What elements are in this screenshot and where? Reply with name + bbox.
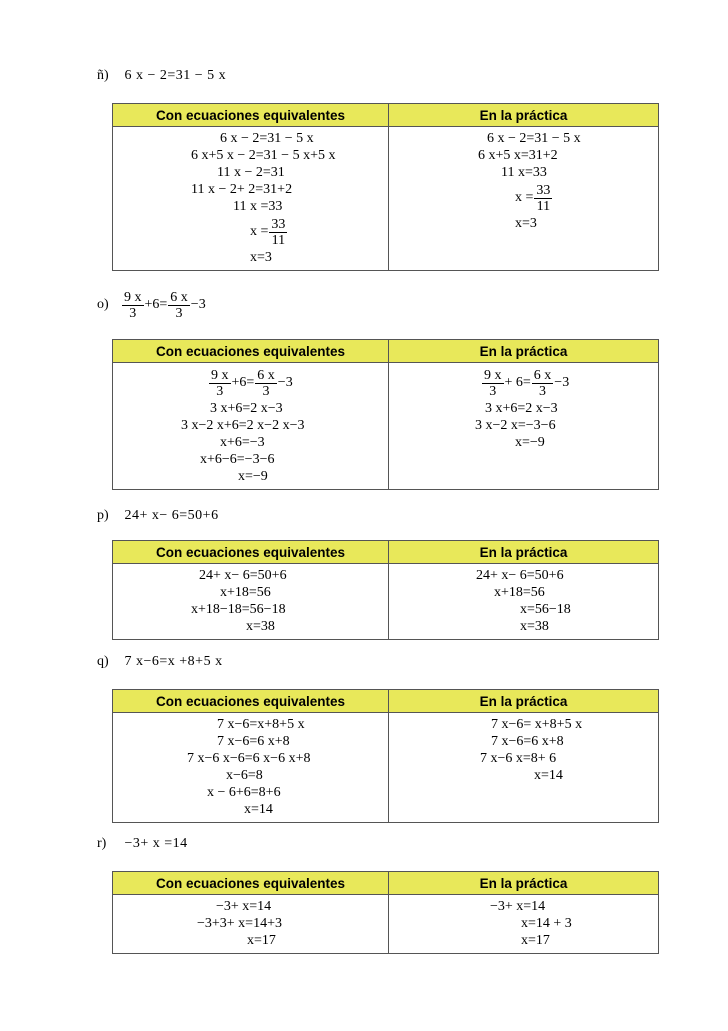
operator: +6= [144, 297, 168, 312]
problem-p-statement [97, 508, 219, 524]
header-equivalentes: Con ecuaciones equivalentes [113, 541, 389, 564]
steps-practica [389, 564, 659, 640]
step: −3+ x=14 [490, 899, 546, 914]
problem-equation: 7 x−6=x +8+5 x [124, 654, 223, 669]
numerator: 6 x [170, 289, 188, 305]
step: x=38 [520, 619, 549, 634]
operator: −3 [190, 297, 206, 312]
problem-label: o) [97, 297, 109, 312]
denominator: 3 [175, 305, 183, 321]
header-practica: En la práctica [389, 104, 659, 127]
numerator: 9 x [484, 367, 502, 383]
steps-equivalentes [113, 564, 389, 640]
step: +6= [231, 375, 255, 390]
solution-table-r [112, 871, 659, 954]
header-equivalentes: Con ecuaciones equivalentes [113, 872, 389, 895]
step: x = [515, 190, 534, 205]
numerator: 9 x [124, 289, 142, 305]
step: 11 x =33 [233, 199, 283, 214]
step: −3+3+ x=14+3 [197, 916, 282, 931]
header-equivalentes: Con ecuaciones equivalentes [113, 104, 389, 127]
header-practica: En la práctica [389, 690, 659, 713]
step: x=17 [247, 933, 276, 948]
step: 3 x−2 x=−3−6 [475, 418, 556, 433]
fraction [122, 290, 144, 321]
step: x=3 [515, 216, 537, 231]
solution-table-o [112, 339, 659, 490]
denominator: 3 [216, 383, 224, 399]
problem-q-statement [97, 654, 223, 670]
steps-equivalentes [113, 895, 389, 954]
step: x − 6+6=8+6 [207, 785, 281, 800]
step: 11 x − 2+ 2=31+2 [191, 182, 293, 197]
fraction [269, 217, 287, 248]
step: x=38 [246, 619, 275, 634]
numerator: 6 x [533, 367, 552, 383]
steps-practica [389, 895, 659, 954]
steps-equivalentes [113, 363, 389, 490]
header-practica: En la práctica [389, 541, 659, 564]
steps-practica [389, 127, 659, 271]
problem-label: ñ) [97, 68, 109, 83]
step: x = [250, 224, 269, 239]
step: 7 x−6=6 x+8 [217, 734, 290, 749]
step: 3 x−2 x+6=2 x−2 x−3 [181, 418, 305, 433]
fraction [532, 368, 554, 399]
step: 24+ x− 6=50+6 [199, 568, 287, 583]
step: x=14 [244, 802, 273, 817]
step: 6 x − 2=31 − 5 x [220, 131, 314, 146]
step: −3+ x=14 [216, 899, 272, 914]
step: x=14 + 3 [521, 916, 572, 931]
header-practica: En la práctica [389, 340, 659, 363]
step: −3 [554, 375, 570, 390]
step: 7 x−6 x−6=6 x−6 x+8 [187, 751, 311, 766]
step: 11 x − 2=31 [217, 165, 285, 180]
step: 6 x − 2=31 − 5 x [487, 131, 581, 146]
step: x+18=56 [220, 585, 271, 600]
denominator: 3 [539, 383, 547, 399]
denominator: 3 [129, 305, 137, 321]
step: 6 x+5 x=31+2 [478, 148, 558, 163]
problem-o-statement [97, 287, 206, 323]
problem-label: q) [97, 654, 109, 669]
problem-n-statement [97, 68, 226, 84]
numerator: 33 [271, 216, 286, 232]
step: −3 [277, 375, 293, 390]
step: 7 x−6= x+8+5 x [491, 717, 583, 732]
step: x=−9 [515, 435, 545, 450]
fraction [482, 368, 504, 399]
denominator: 3 [262, 383, 270, 399]
header-equivalentes: Con ecuaciones equivalentes [113, 690, 389, 713]
fraction [168, 290, 190, 321]
problem-label: r) [97, 836, 107, 851]
step: 24+ x− 6=50+6 [476, 568, 564, 583]
step: x=17 [521, 933, 550, 948]
step: x=−9 [238, 469, 268, 484]
steps-practica [389, 713, 659, 823]
denominator: 3 [489, 383, 497, 399]
steps-practica [389, 363, 659, 490]
step: 7 x−6=x+8+5 x [217, 717, 305, 732]
step: 3 x+6=2 x−3 [210, 401, 283, 416]
step: x+18=56 [494, 585, 545, 600]
problem-r-statement [97, 836, 188, 852]
step: 7 x−6 x=8+ 6 [480, 751, 557, 766]
numerator: 6 x [257, 367, 275, 383]
step: x+6=−3 [220, 435, 265, 450]
step: x=56−18 [520, 602, 571, 617]
step: 3 x+6=2 x−3 [485, 401, 558, 416]
numerator: 9 x [211, 367, 229, 383]
problem-equation: 24+ x− 6=50+6 [124, 508, 219, 523]
step: 7 x−6=6 x+8 [491, 734, 564, 749]
header-practica: En la práctica [389, 872, 659, 895]
step: 11 x=33 [501, 165, 547, 180]
solution-table-p [112, 540, 659, 640]
denominator: 11 [536, 198, 551, 214]
step: 6 x+5 x − 2=31 − 5 x+5 x [191, 148, 336, 163]
steps-equivalentes [113, 127, 389, 271]
fraction [255, 368, 277, 399]
step: x+6−6=−3−6 [200, 452, 275, 467]
denominator: 11 [271, 232, 286, 248]
step: x=14 [534, 768, 563, 783]
step: x=3 [250, 250, 272, 265]
fraction [534, 183, 552, 214]
step: + 6= [504, 375, 531, 390]
step: x−6=8 [226, 768, 263, 783]
fraction [209, 368, 231, 399]
solution-table-q [112, 689, 659, 823]
solution-table-n [112, 103, 659, 271]
problem-label: p) [97, 508, 109, 523]
problem-equation: −3+ x =14 [124, 836, 188, 851]
step: x+18−18=56−18 [191, 602, 286, 617]
steps-equivalentes [113, 713, 389, 823]
problem-equation: 6 x − 2=31 − 5 x [124, 68, 227, 83]
header-equivalentes: Con ecuaciones equivalentes [113, 340, 389, 363]
numerator: 33 [536, 182, 551, 198]
